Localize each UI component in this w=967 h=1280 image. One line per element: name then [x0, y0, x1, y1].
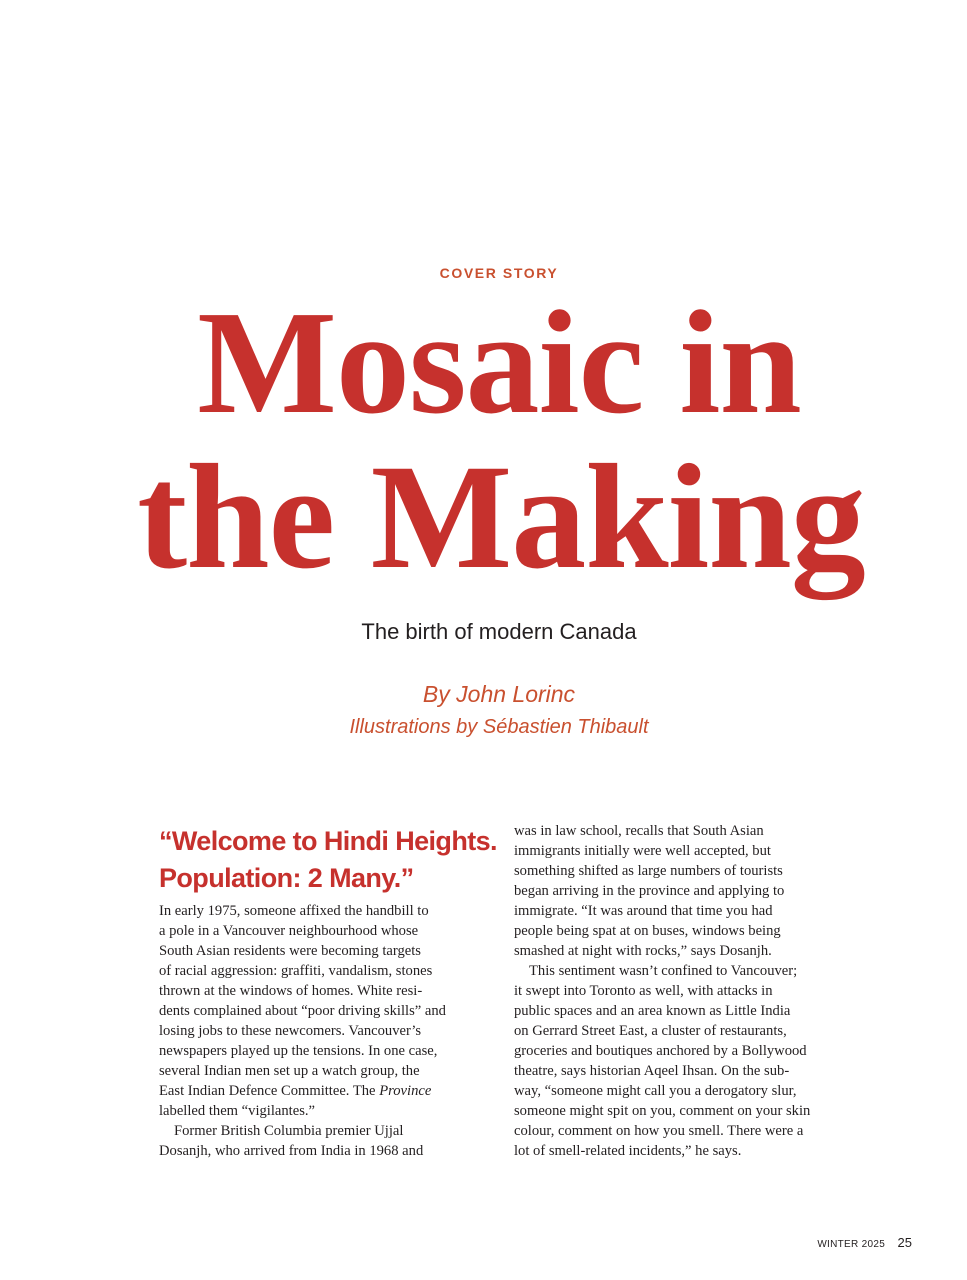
pull-quote-line: Population: 2 Many.”: [159, 863, 414, 893]
body-text-line: a pole in a Vancouver neighbourhood whose: [159, 923, 419, 939]
body-text-line: immigrants initially were well accepted, but: [514, 843, 771, 859]
headline-line-1: Mosaic in: [197, 281, 801, 445]
body-text-line: theatre, says historian Aqeel Ihsan. On the sub-: [514, 1063, 790, 1079]
pull-quote: [159, 823, 497, 897]
body-text-line: immigrate. “It was around that time you had: [514, 903, 773, 919]
page-number: 25: [897, 1235, 912, 1250]
subtitle: The birth of modern Canada: [361, 619, 637, 644]
article-column-right: [514, 821, 849, 1161]
article-column-left: [159, 823, 497, 1161]
body-text-line: newspapers played up the tensions. In one case,: [159, 1043, 438, 1059]
body-text-line: [159, 1081, 494, 1101]
page-footer: [817, 1234, 912, 1252]
body-text-line: thrown at the windows of homes. White resi-: [159, 983, 423, 999]
body-text-line: it swept into Toronto as well, with attacks in: [514, 983, 773, 999]
body-text-line: someone might spit on you, comment on your skin: [514, 1103, 811, 1119]
body-text-line: In early 1975, someone affixed the handbill to: [159, 903, 429, 919]
body-text-line: several Indian men set up a watch group, the: [159, 1063, 420, 1079]
body-text-line: public spaces and an area known as Little India: [514, 1003, 791, 1019]
body-text-line: on Gerrard Street East, a cluster of restaurants,: [514, 1023, 787, 1039]
body-text-line: dents complained about “poor driving skills” and: [159, 1003, 446, 1019]
issue-label: WINTER 2025: [817, 1239, 886, 1250]
body-text-line: lot of smell-related incidents,” he says.: [514, 1143, 742, 1159]
headline-line-2: the Making: [137, 434, 865, 600]
body-text-line: of racial aggression: graffiti, vandalism, stones: [159, 963, 433, 979]
body-text-segment: East Indian Defence Committee. The: [159, 1083, 380, 1099]
byline-author: By John Lorinc: [422, 681, 576, 707]
body-text-line: This sentiment wasn’t confined to Vancouver;: [529, 963, 798, 979]
body-text-line: way, “someone might call you a derogatory slur,: [514, 1083, 797, 1099]
body-text-line: Dosanjh, who arrived from India in 1968 and: [159, 1143, 424, 1159]
body-text-line: something shifted as large numbers of tourists: [514, 863, 783, 879]
publication-name: Province: [379, 1083, 432, 1099]
pull-quote-line: “Welcome to Hindi Heights.: [159, 826, 497, 856]
body-text-line: colour, comment on how you smell. There were a: [514, 1123, 804, 1139]
body-text-line: South Asian residents were becoming targets: [159, 943, 421, 959]
body-text-line: was in law school, recalls that South Asian: [514, 823, 764, 839]
body-text-line: Former British Columbia premier Ujjal: [174, 1123, 404, 1139]
body-text-line: losing jobs to these newcomers. Vancouver’s: [159, 1023, 422, 1039]
body-text-line: labelled them “vigilantes.”: [159, 1103, 316, 1119]
body-text-line: people being spat at on buses, windows being: [514, 923, 781, 939]
body-text-line: groceries and boutiques anchored by a Bollywood: [514, 1043, 807, 1059]
body-text-line: smashed at night with rocks,” says Dosanjh.: [514, 943, 772, 959]
section-kicker: COVER STORY: [439, 265, 559, 281]
body-text-line: began arriving in the province and applying to: [514, 883, 785, 899]
byline-illustrator: Illustrations by Sébastien Thibault: [349, 716, 649, 738]
